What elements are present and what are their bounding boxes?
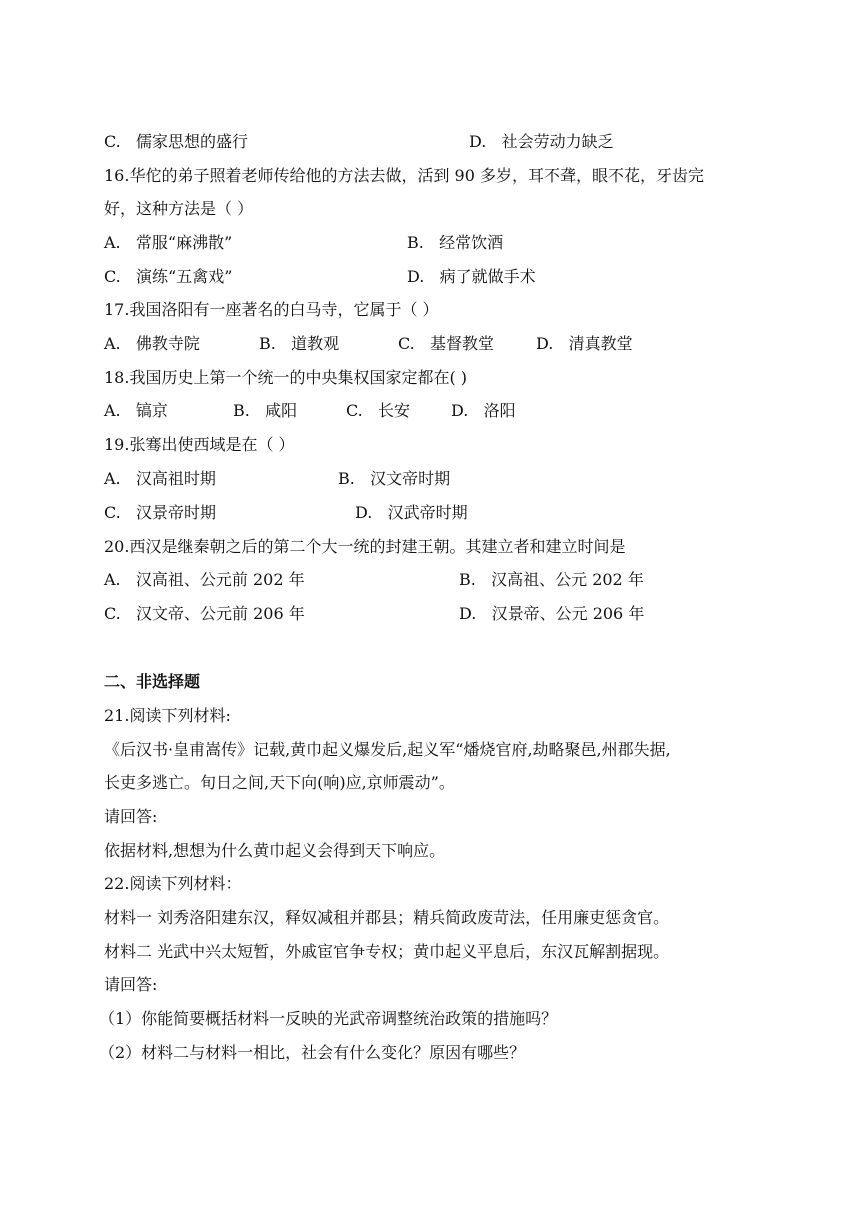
option-c xyxy=(398,334,494,354)
answer-prompt: 请回答: xyxy=(104,807,158,826)
option-text: 汉文帝、公元前 206 年 xyxy=(136,604,305,623)
option-text: 演练“五禽戏” xyxy=(136,267,233,286)
option-letter: D. xyxy=(469,132,487,151)
question-21-stem: 21.阅读下列材料: xyxy=(104,706,231,725)
option-letter: D. xyxy=(451,401,469,420)
option-c xyxy=(104,132,248,152)
option-letter: D. xyxy=(536,334,554,353)
option-a xyxy=(104,233,232,253)
option-d xyxy=(536,334,633,354)
question-21-ask: 依据材料,想想为什么黄巾起义会得到天下响应。 xyxy=(104,841,446,860)
option-d xyxy=(407,267,536,287)
option-a xyxy=(104,469,216,489)
option-letter: D. xyxy=(355,503,373,522)
option-letter: A. xyxy=(104,401,121,420)
option-text: 社会劳动力缺乏 xyxy=(501,132,614,151)
option-text: 汉景帝时期 xyxy=(136,503,217,522)
question-19-stem: 19.张骞出使西域是在（ ） xyxy=(104,435,295,454)
option-c xyxy=(104,604,305,624)
option-letter: A. xyxy=(104,570,121,589)
option-text: 汉高祖时期 xyxy=(135,469,216,488)
option-letter: B. xyxy=(407,233,424,252)
sub-question-1: （1）你能简要概括材料一反映的光武帝调整统治政策的措施吗？ xyxy=(99,1009,558,1028)
option-a xyxy=(104,334,200,354)
option-text: 儒家思想的盛行 xyxy=(136,132,249,151)
option-text: 基督教堂 xyxy=(430,334,495,353)
option-letter: C. xyxy=(346,401,363,420)
material-one: 材料一 刘秀洛阳建东汉，释奴减租并郡县；精兵简政废苛法，任用廉吏惩贪官。 xyxy=(104,908,670,927)
option-letter: C. xyxy=(398,334,415,353)
material-text: 《后汉书·皇甫嵩传》记载,黄巾起义爆发后,起义军“燔烧官府,劫略聚邑,州郡失据, xyxy=(104,740,671,759)
option-letter: B. xyxy=(338,469,355,488)
option-c xyxy=(104,503,216,523)
material-two: 材料二 光武中兴太短暂，外戚宦官争专权；黄巾起义平息后，东汉瓦解割据现。 xyxy=(104,942,670,961)
question-16-stem: 16.华佗的弟子照着老师传给他的方法去做，活到 90 多岁，耳不聋，眼不花，牙齿完 xyxy=(104,166,704,185)
option-text: 汉高祖、公元 202 年 xyxy=(491,570,644,589)
option-b xyxy=(459,570,644,590)
option-a xyxy=(104,401,168,421)
option-text: 病了就做手术 xyxy=(439,267,536,286)
option-letter: B. xyxy=(233,401,250,420)
question-17-stem: 17.我国洛阳有一座著名的白马寺，它属于（ ） xyxy=(104,300,439,319)
question-22-stem: 22.阅读下列材料： xyxy=(104,874,242,893)
option-b xyxy=(259,334,339,354)
option-text: 佛教寺院 xyxy=(135,334,200,353)
option-text: 汉高祖、公元前 202 年 xyxy=(135,570,305,589)
option-letter: B. xyxy=(459,570,476,589)
option-text: 汉武帝时期 xyxy=(387,503,468,522)
question-18-stem: 18.我国历史上第一个统一的中央集权国家定都在( ) xyxy=(104,368,468,387)
section-heading: 二、非选择题 xyxy=(104,672,201,691)
option-text: 汉景帝、公元 206 年 xyxy=(491,604,645,623)
option-letter: C. xyxy=(104,503,121,522)
option-b xyxy=(407,233,503,253)
option-b xyxy=(233,401,297,421)
option-text: 镐京 xyxy=(135,401,168,420)
option-d xyxy=(459,604,644,624)
option-a xyxy=(104,570,305,590)
option-d xyxy=(469,132,614,152)
sub-question-2: （2）材料二与材料一相比，社会有什么变化？原因有哪些？ xyxy=(99,1043,526,1062)
option-text: 洛阳 xyxy=(483,401,516,420)
option-d xyxy=(355,503,468,523)
option-letter: C. xyxy=(104,132,121,151)
option-letter: C. xyxy=(104,604,121,623)
option-c xyxy=(346,401,410,421)
question-20-stem: 20.西汉是继秦朝之后的第二个大一统的封建王朝。其建立者和建立时间是 xyxy=(104,537,626,556)
question-16-stem-cont: 好，这种方法是（ ） xyxy=(104,199,254,218)
option-text: 清真教堂 xyxy=(568,334,633,353)
option-letter: D. xyxy=(459,604,477,623)
option-d xyxy=(451,401,516,421)
option-letter: A. xyxy=(104,469,121,488)
option-letter: D. xyxy=(407,267,425,286)
option-text: 长安 xyxy=(378,401,411,420)
option-c xyxy=(104,267,232,287)
answer-prompt: 请回答: xyxy=(104,975,158,994)
option-text: 汉文帝时期 xyxy=(370,469,451,488)
material-text-cont: 长吏多逃亡。旬日之间,天下向(响)应,京师震动”。 xyxy=(104,773,455,792)
option-text: 咸阳 xyxy=(265,401,298,420)
option-b xyxy=(338,469,450,489)
option-text: 道教观 xyxy=(291,334,340,353)
option-letter: A. xyxy=(104,334,121,353)
option-text: 常服“麻沸散” xyxy=(135,233,233,252)
option-letter: A. xyxy=(104,233,121,252)
option-letter: C. xyxy=(104,267,121,286)
option-text: 经常饮酒 xyxy=(439,233,504,252)
option-letter: B. xyxy=(259,334,276,353)
